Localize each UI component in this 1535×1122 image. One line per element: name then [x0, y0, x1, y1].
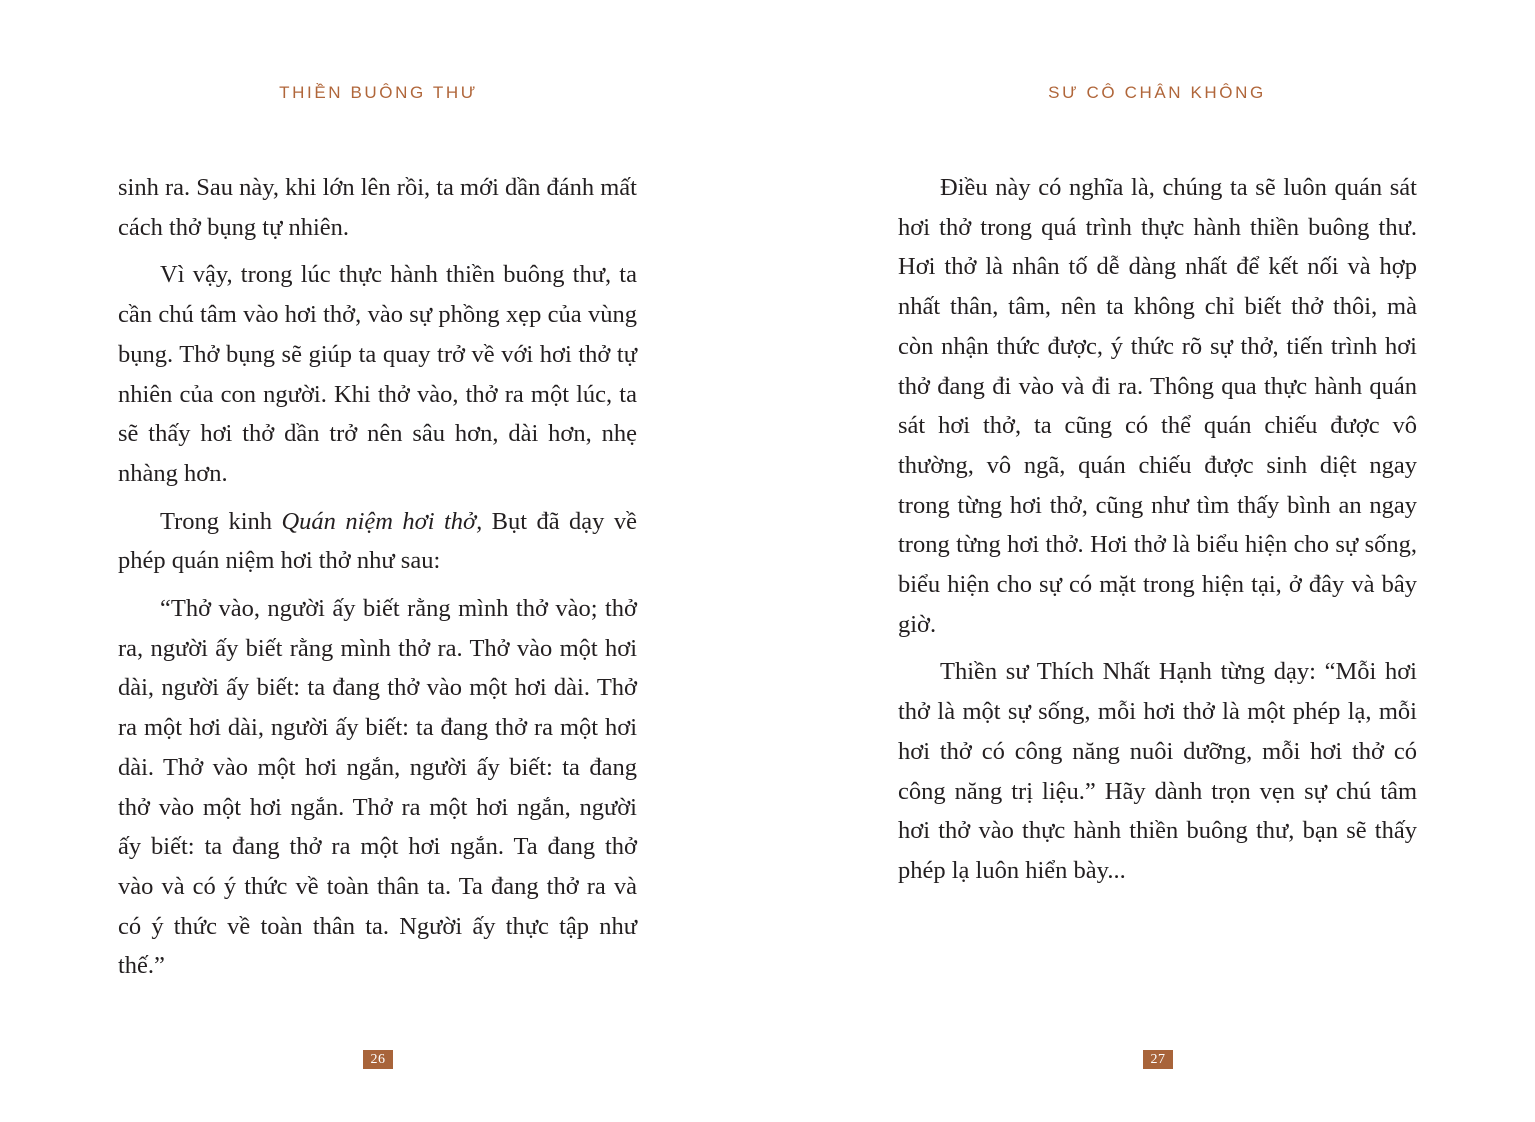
- page-number: 26: [363, 1050, 393, 1069]
- sutra-quote: “Thở vào, người ấy biết rằng mình thở vào; thở ra, người ấy biết rằng mình thở ra. Thở vào một hơi dài, người ấy biết: ta đang thở vào một hơi dài. Thở ra một hơi dài, người ấy biết: ta đang thở ra một hơi dài. Thở vào một hơi ngắn, người ấy biết: ta đang thở vào một hơi ngắn. Thở ra một hơi ngắn, người ấy biết: ta đang thở ra một hơi ngắn. Ta đang thở vào và có ý thức về toàn thân ta. Ta đang thở ra và có ý thức về toàn thân ta. Người ấy thực tập như thế.”: [118, 595, 637, 980]
- right-page: [767, 0, 1535, 1122]
- page-number: 27: [1143, 1050, 1173, 1069]
- sutra-title: Quán niệm hơi thở,: [281, 507, 483, 535]
- paragraph: Vì vậy, trong lúc thực hành thiền buông thư, ta cần chú tâm vào hơi thở, vào sự phồng xẹp của vùng bụng. Thở bụng sẽ giúp ta quay trở về với hơi thở tự nhiên của con người. Khi thở vào, thở ra một lúc, ta sẽ thấy hơi thở dần trở nên sâu hơn, dài hơn, nhẹ nhàng hơn.: [118, 261, 637, 487]
- running-head-left: THIỀN BUÔNG THƯ: [279, 83, 478, 102]
- left-page-body: [118, 168, 637, 994]
- paragraph: sinh ra. Sau này, khi lớn lên rồi, ta mới dần đánh mất cách thở bụng tự nhiên.: [118, 174, 637, 241]
- paragraph: [118, 502, 637, 581]
- paragraph: Thiền sư Thích Nhất Hạnh từng dạy: “Mỗi hơi thở là một sự sống, mỗi hơi thở là một phép lạ, mỗi hơi thở có công năng nuôi dưỡng, mỗi hơi thở có công năng trị liệu.” Hãy dành trọn vẹn sự chú tâm hơi thở vào thực hành thiền buông thư, bạn sẽ thấy phép lạ luôn hiển bày...: [898, 658, 1417, 884]
- paragraph-text: Trong kinh: [160, 507, 282, 535]
- paragraph: Điều này có nghĩa là, chúng ta sẽ luôn quán sát hơi thở trong quá trình thực hành thiền buông thư. Hơi thở là nhân tố dễ dàng nhất để kết nối và hợp nhất thân, tâm, nên ta không chỉ biết thở thôi, mà còn nhận thức được, ý thức rõ sự thở, tiến trình hơi thở đang đi vào và đi ra. Thông qua thực hành quán sát hơi thở, ta cũng có thể quán chiếu được vô thường, vô ngã, quán chiếu được sinh diệt ngay trong từng hơi thở, cũng như tìm thấy bình an ngay trong từng hơi thở. Hơi thở là biểu hiện cho sự sống, biểu hiện cho sự có mặt trong hiện tại, ở đây và bây giờ.: [898, 174, 1417, 638]
- left-page: [0, 0, 767, 1122]
- running-head-right: SƯ CÔ CHÂN KHÔNG: [1048, 83, 1266, 102]
- paragraph-text: Bụt đã dạy về phép quán niệm hơi thở như sau:: [118, 507, 637, 575]
- right-page-body: [898, 168, 1417, 899]
